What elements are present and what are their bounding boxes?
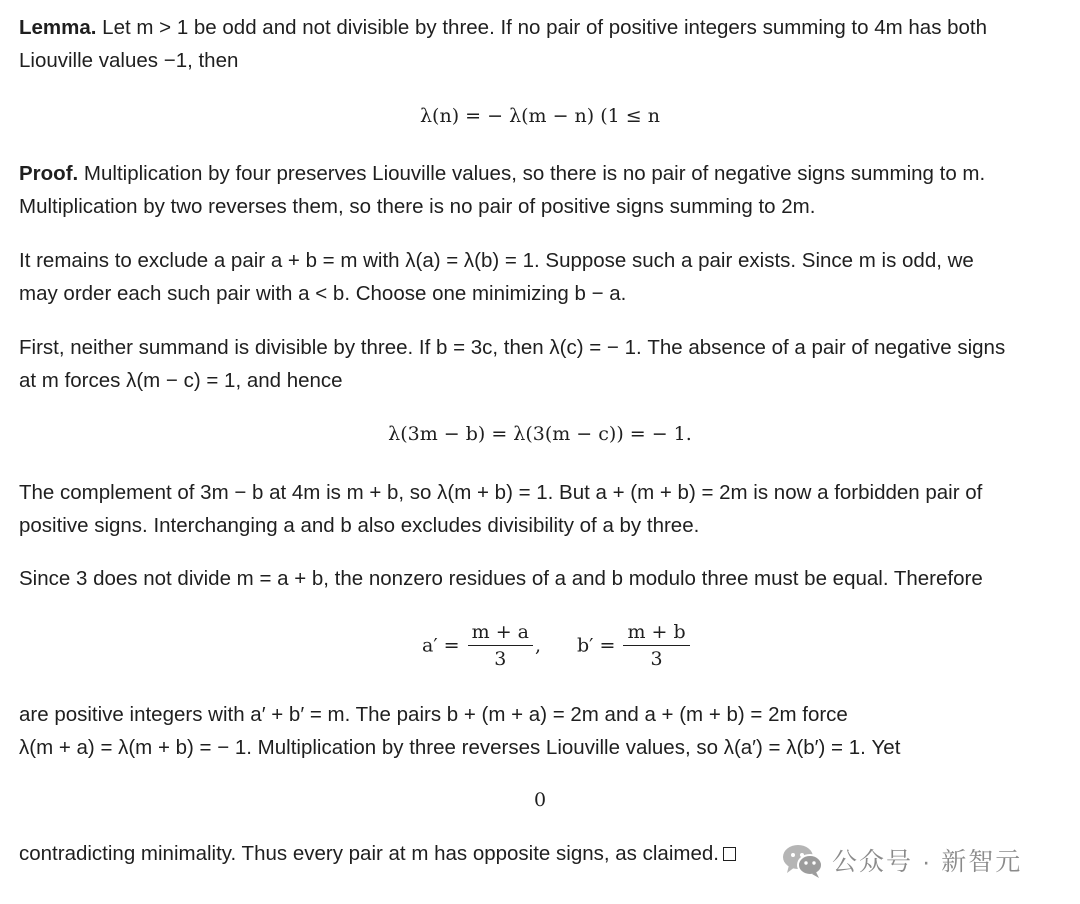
lemma-line-2: Liouville values −1, then [19,48,239,72]
paragraph-4-line-1: The complement of 3m − b at 4m is m + b, so λ(m + b) = 1. But a + (m + b) = 2m is now a forbidden pair of [19,481,983,504]
qed-box-icon [723,847,736,861]
paragraph-4-line-2: positive signs. Interchanging a and b also excludes divisibility of a by three. [19,513,700,537]
proof-line-1: Proof. Multiplication by four preserves Liouville values, so there is no pair of negative signs summing to m. [19,162,986,185]
lemma-label: Lemma. [19,16,97,39]
paragraph-6-line-1: are positive integers with a′ + b′ = m. The pairs b + (m + a) = 2m and a + (m + b) = 2m force [19,703,848,726]
paragraph-2-line-1: It remains to exclude a pair a + b = m with λ(a) = λ(b) = 1. Suppose such a pair exists. Since m is odd, we [19,249,974,272]
watermark [780,838,1070,882]
paragraph-3-line-2: at m forces λ(m − c) = 1, and hence [19,368,343,392]
lemma-line-1: Lemma. Let m > 1 be odd and not divisible by three. If no pair of positive integers summing to 4m has both [19,16,988,39]
paragraph-4 [19,477,1080,542]
display-equation-2: λ(3m − b) = λ(3(m − c)) = − 1. [388,423,692,445]
b-prime-lhs: b′ = [577,634,616,657]
fraction-definitions [0,620,1080,676]
paragraph-3 [19,332,1080,397]
a-prime-numerator: m + a [468,620,533,646]
paragraph-2-line-2: may order each such pair with a < b. Choose one minimizing b − a. [19,281,627,305]
paragraph-2 [19,245,1080,310]
a-prime-definition [422,620,541,671]
paragraph-5-line-1: Since 3 does not divide m = a + b, the nonzero residues of a and b modulo three must be equal. Therefore [19,567,983,590]
a-prime-lhs: a′ = [422,634,460,657]
paragraph-6-line-2: λ(m + a) = λ(m + b) = − 1. Multiplication by three reverses Liouville values, so λ(a′) = λ(b′) = 1. Yet [19,735,901,759]
proof-label: Proof. [19,162,79,185]
b-prime-numerator: m + b [623,620,689,646]
proof-line-2: Multiplication by two reverses them, so there is no pair of positive signs summing to 2m. [19,194,816,218]
a-prime-denominator: 3 [494,648,507,670]
wechat-icon [780,840,826,880]
paragraph-7-line-1: contradicting minimality. Thus every pair at m has opposite signs, as claimed. [19,838,1080,871]
watermark-text: 公众号 · 新智元 [832,848,1023,876]
paragraph-5 [19,563,1080,596]
proof-paragraph [19,158,1080,223]
a-prime-comma: , [535,634,542,657]
display-equation-3: 0 [533,789,547,811]
display-equation-1: λ(n) = − λ(m − n) (1 ≤ n [420,105,660,127]
b-prime-fraction [623,620,689,671]
b-prime-denominator: 3 [650,648,663,670]
paragraph-3-line-1: First, neither summand is divisible by three. If b = 3c, then λ(c) = − 1. The absence of a pair of negative signs [19,336,1006,359]
b-prime-definition [577,620,692,671]
lemma-paragraph [19,12,1080,77]
a-prime-fraction [468,620,533,671]
paragraph-6 [19,699,1080,764]
